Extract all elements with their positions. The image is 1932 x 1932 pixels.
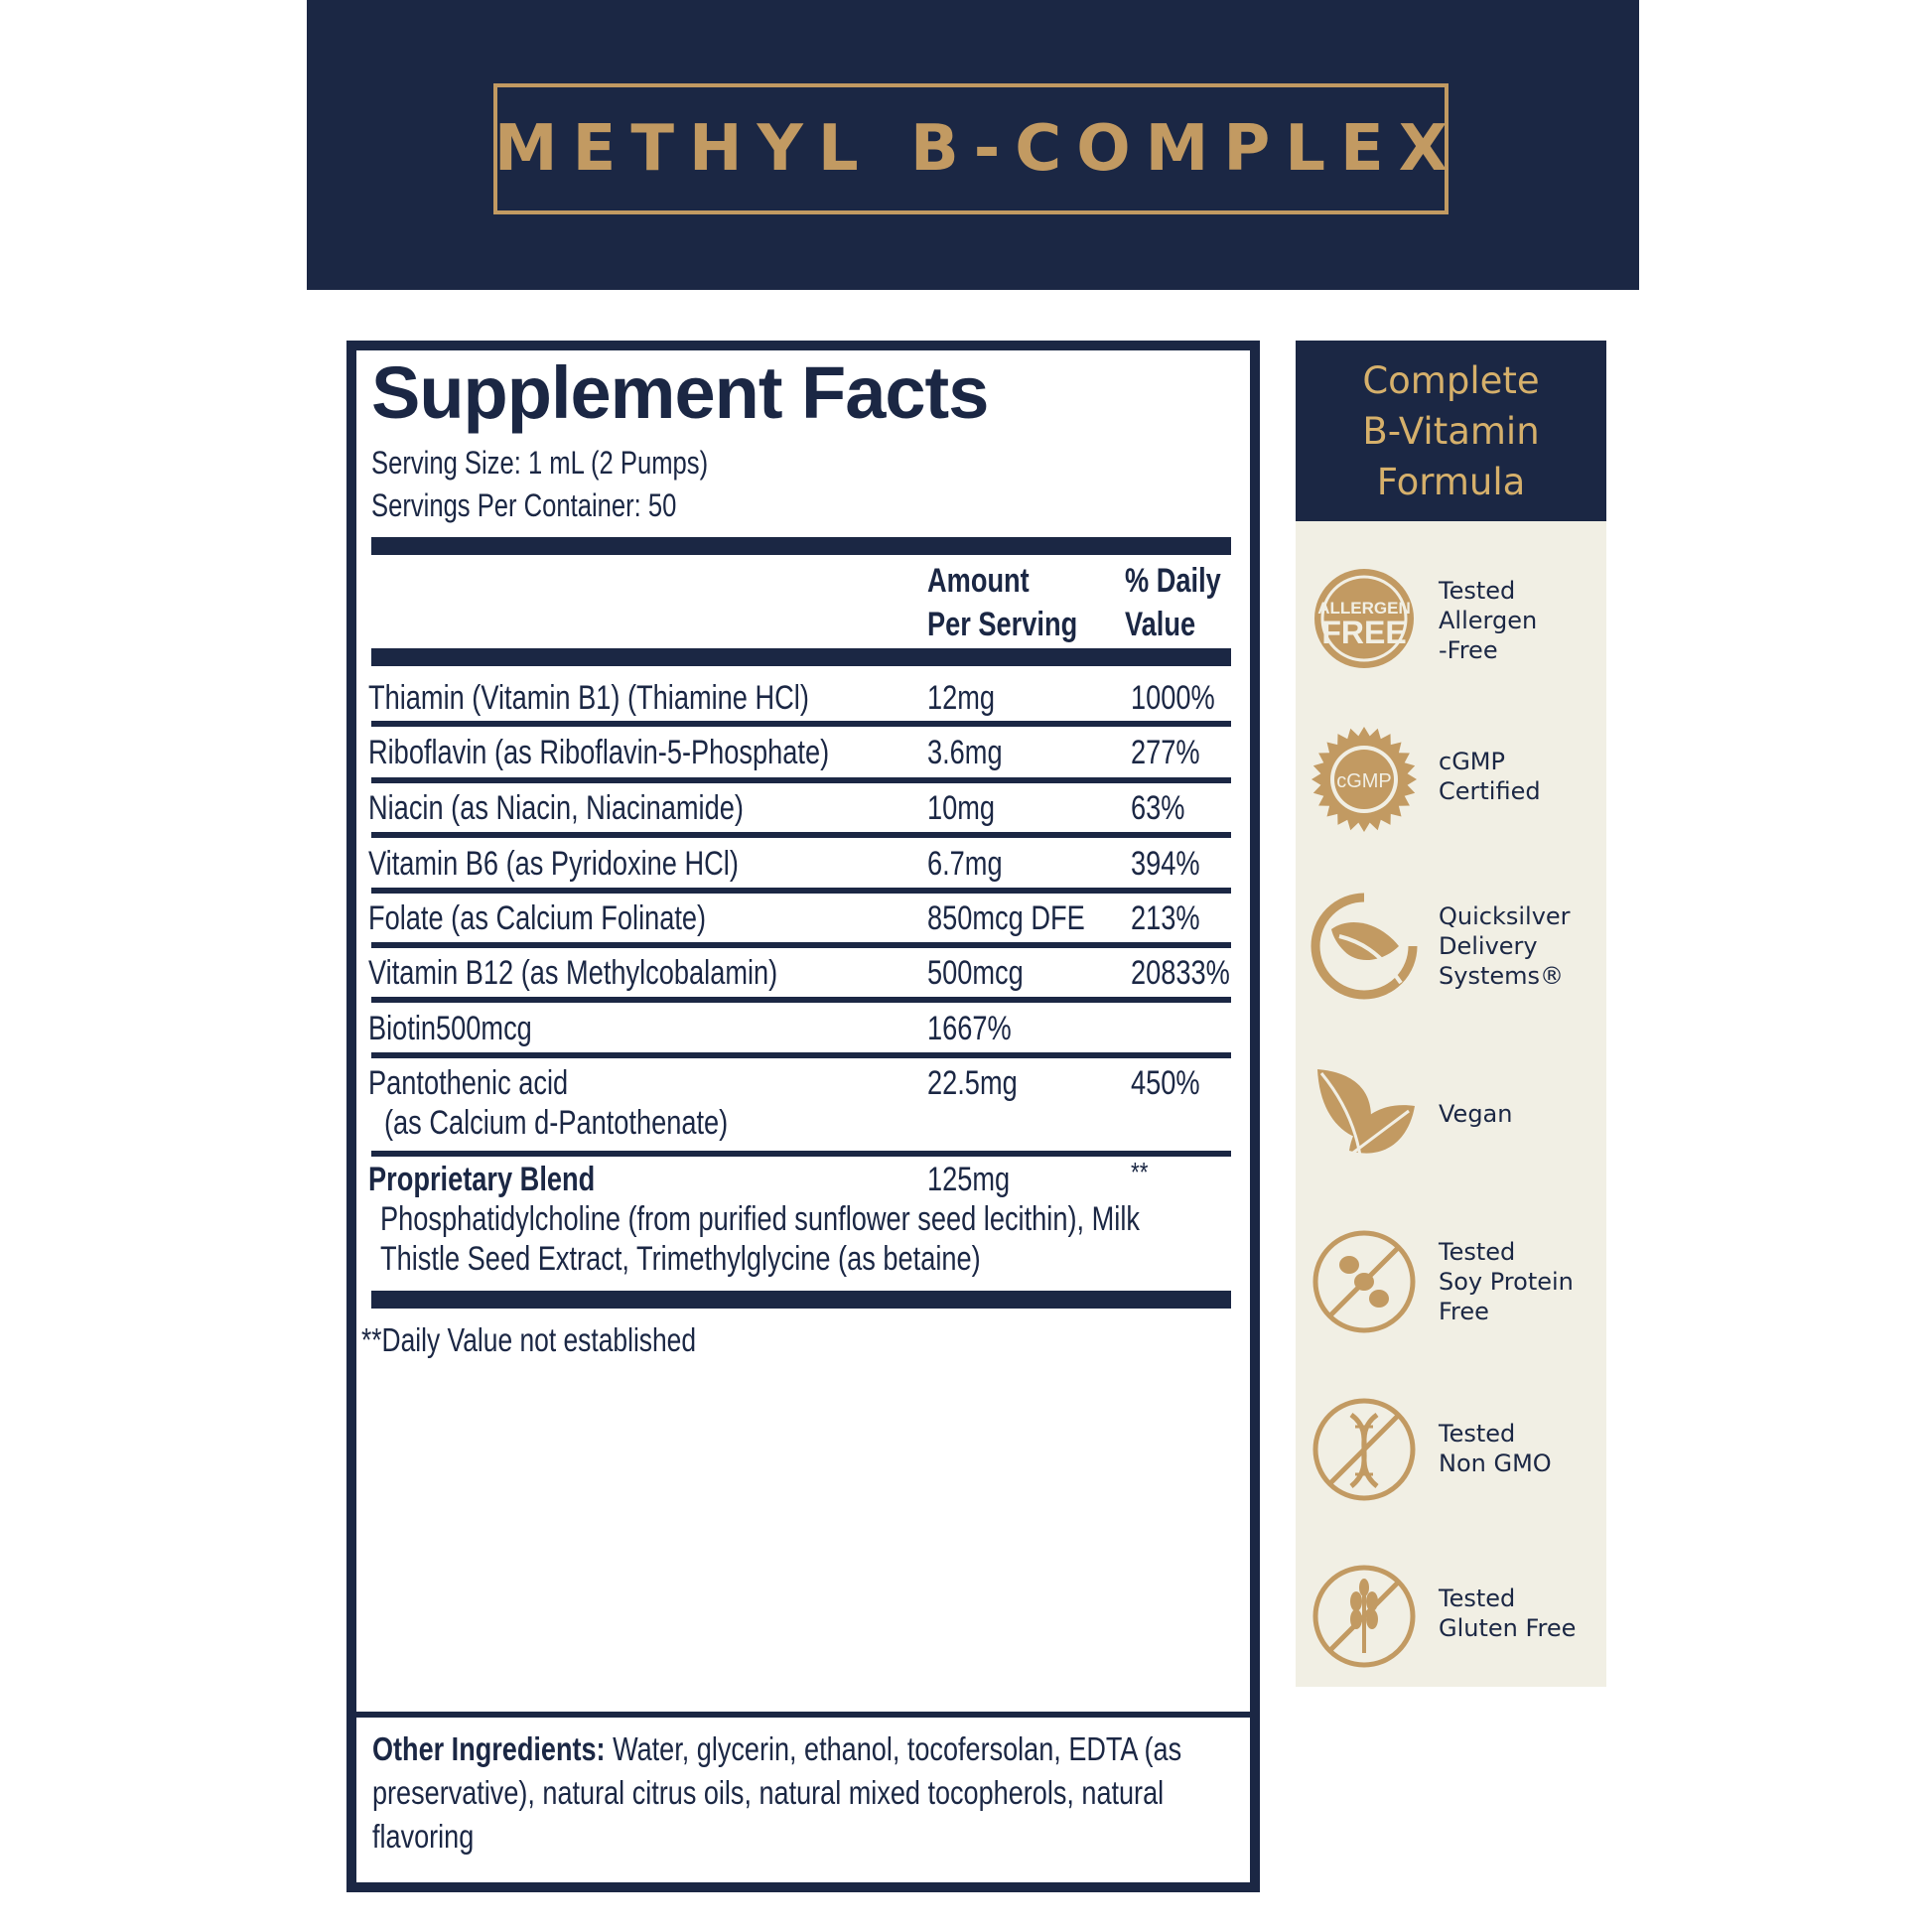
row-divider <box>371 1151 1231 1157</box>
nutrient-name: Niacin (as Niacin, Niacinamide) <box>368 789 744 827</box>
nutrient-daily-value: 63% <box>1131 789 1185 827</box>
badge-label: Vegan <box>1439 1100 1513 1128</box>
svg-text:ALLERGEN: ALLERGEN <box>1317 599 1411 618</box>
nutrient-amount: 12mg <box>927 679 996 717</box>
badge-allergen-free <box>1310 564 1597 683</box>
nutrient-daily-value: 450% <box>1131 1064 1200 1102</box>
footnote: **Daily Value not established <box>361 1321 697 1358</box>
supplement-facts-panel <box>346 341 1260 1892</box>
thick-divider <box>371 537 1231 555</box>
serving-size: Serving Size: 1 mL (2 Pumps) <box>371 445 709 481</box>
nutrient-daily-value: 213% <box>1131 899 1200 937</box>
header-banner <box>307 0 1639 290</box>
blend-amount: 125mg <box>927 1161 1011 1198</box>
badge-label: Tested Gluten Free <box>1439 1585 1577 1642</box>
row-divider <box>371 832 1231 838</box>
svg-text:FREE: FREE <box>1321 615 1407 650</box>
row-divider <box>371 721 1231 727</box>
thick-divider <box>371 648 1231 666</box>
badge-label: Tested Soy Protein Free <box>1439 1238 1574 1325</box>
facts-title: Supplement Facts <box>371 351 989 434</box>
product-title: METHYL B-COMPLEX <box>493 112 1463 186</box>
no-soy-icon <box>1310 1227 1419 1336</box>
blend-ingredients-line2: Thistle Seed Extract, Trimethylglycine (as betaine) <box>380 1240 981 1278</box>
blend-ingredients-line1: Phosphatidylcholine (from purified sunflower seed lecithin), Milk <box>380 1200 1140 1238</box>
other-ingredients: Other Ingredients: Water, glycerin, ethanol, tocofersolan, EDTA (as preservative), natural citrus oils, natural mixed tocopherols, natural flavoring <box>372 1730 1182 1855</box>
row-divider <box>371 997 1231 1003</box>
title-frame <box>493 83 1463 214</box>
badge-label: Tested Non GMO <box>1439 1420 1552 1477</box>
feature-sidebar <box>1296 341 1606 1687</box>
blend-name: Proprietary Blend <box>368 1161 596 1198</box>
badge-vegan <box>1310 1061 1597 1180</box>
nutrient-name: Folate (as Calcium Folinate) <box>368 899 707 937</box>
badge-non-gmo <box>1310 1395 1597 1514</box>
cgmp-seal-icon <box>1310 725 1419 834</box>
badge-cgmp <box>1310 725 1597 844</box>
nutrient-amount: 6.7mg <box>927 845 1003 883</box>
nutrient-name: Thiamin (Vitamin B1) (Thiamine HCl) <box>368 679 809 717</box>
vegan-leaves-icon <box>1310 1061 1419 1171</box>
nutrient-name: Biotin500mcg <box>368 1010 532 1047</box>
row-divider <box>371 777 1231 783</box>
row-divider <box>371 888 1231 894</box>
badge-gluten-free <box>1310 1562 1597 1681</box>
svg-text:cGMP: cGMP <box>1336 770 1392 792</box>
nutrient-name: Pantothenic acid <box>368 1064 569 1102</box>
row-divider <box>371 942 1231 948</box>
badge-soy-free <box>1310 1227 1597 1346</box>
no-gmo-dna-icon <box>1310 1395 1419 1504</box>
nutrient-daily-value: 277% <box>1131 734 1200 771</box>
servings-per-container: Servings Per Container: 50 <box>371 487 677 523</box>
badge-label: Quicksilver Delivery Systems® <box>1439 902 1571 990</box>
nutrient-name-detail: (as Calcium d-Pantothenate) <box>384 1104 729 1142</box>
nutrient-amount: 22.5mg <box>927 1064 1018 1102</box>
no-gluten-wheat-icon <box>1310 1562 1419 1671</box>
blend-dv: ** <box>1131 1157 1149 1187</box>
nutrient-name: Vitamin B6 (as Pyridoxine HCl) <box>368 845 739 883</box>
nutrient-amount: 10mg <box>927 789 996 827</box>
nutrient-name: Vitamin B12 (as Methylcobalamin) <box>368 954 778 992</box>
nutrient-daily-value: 20833% <box>1131 954 1230 992</box>
leaf-swirl-icon <box>1310 892 1419 1001</box>
nutrient-daily-value: 394% <box>1131 845 1200 883</box>
badge-label: Tested Allergen -Free <box>1439 577 1538 664</box>
amount-header: Amount Per Serving <box>927 562 1078 643</box>
sidebar-heading: Complete B-Vitamin Formula <box>1296 341 1606 521</box>
other-ingredients-divider <box>356 1712 1250 1718</box>
badge-quicksilver <box>1310 892 1597 1011</box>
nutrient-amount: 500mcg <box>927 954 1024 992</box>
nutrient-amount: 3.6mg <box>927 734 1003 771</box>
thick-divider <box>371 1291 1231 1309</box>
nutrient-amount: 850mcg DFE <box>927 899 1085 937</box>
row-divider <box>371 1052 1231 1058</box>
nutrient-daily-value: 1000% <box>1131 679 1215 717</box>
allergen-free-icon <box>1310 564 1419 673</box>
nutrient-name: Riboflavin (as Riboflavin-5-Phosphate) <box>368 734 830 771</box>
nutrient-amount: 1667% <box>927 1010 1012 1047</box>
daily-value-header: % Daily Value <box>1125 562 1221 643</box>
badge-label: cGMP Certified <box>1439 748 1541 805</box>
